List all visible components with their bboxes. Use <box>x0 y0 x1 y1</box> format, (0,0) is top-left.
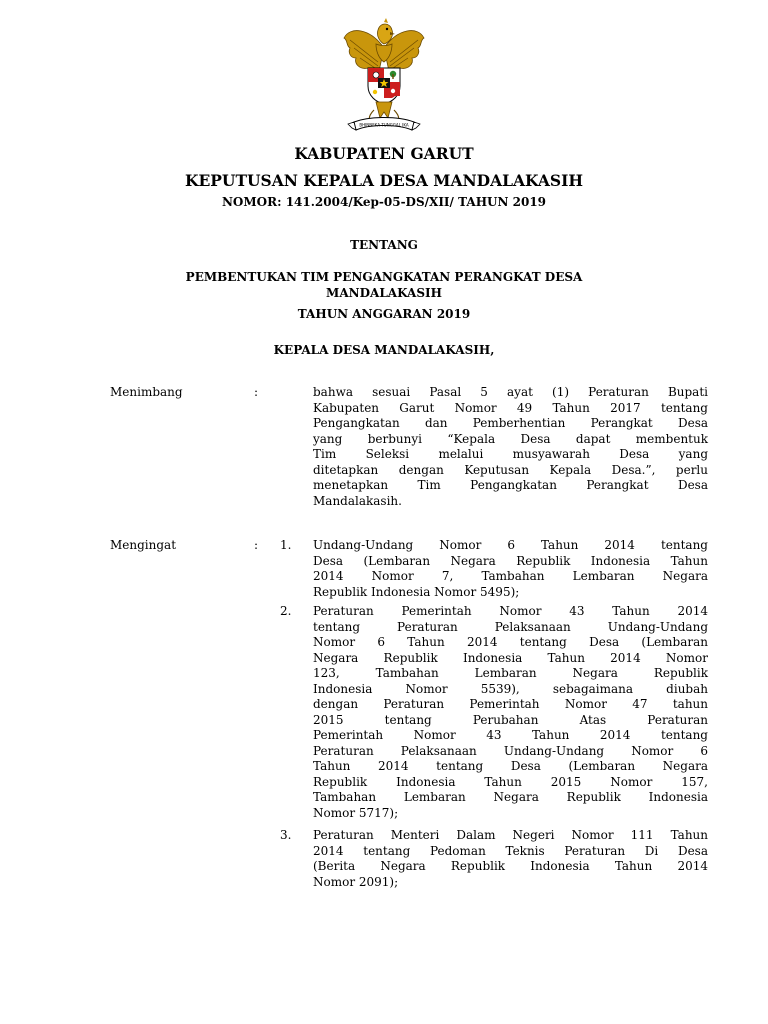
text-line: tentang Peraturan Pelaksanaan Undang-Undang <box>313 619 708 634</box>
text-line: Tambahan Lembaran Negara Republik Indonesia <box>313 790 708 804</box>
text-line: Nomor 6 Tahun 2014 tentang Desa (Lembaran <box>313 635 708 649</box>
text-line: Kabupaten Garut Nomor 49 Tahun 2017 tentang <box>313 400 708 415</box>
subject-line-2: MANDALAKASIH <box>326 286 442 300</box>
text-line: Republik Indonesia Tahun 2015 Nomor 157, <box>313 774 708 789</box>
text-line: Pengangkatan dan Pemberhentian Perangkat Desa <box>313 416 708 430</box>
text-line: Republik Indonesia Nomor 5495); <box>313 584 520 599</box>
recalling-item-2 <box>313 604 708 821</box>
item-number: 1. <box>280 538 292 552</box>
text-line: ditetapkan dengan Keputusan Kepala Desa.”, perlu <box>313 462 708 477</box>
text-line: Desa (Lembaran Negara Republik Indonesia Tahun <box>313 553 708 568</box>
decree-title: KEPUTUSAN KEPALA DESA MANDALAKASIH <box>184 171 584 190</box>
recalling-item-1 <box>313 538 708 600</box>
text-line: menetapkan Tim Pengangkatan Perangkat Desa <box>313 478 708 492</box>
text-line: Nomor 5717); <box>313 805 399 820</box>
emblem-motto: BHINNEKA TUNGGAL IKA <box>359 122 409 128</box>
recalling-item-3 <box>313 828 708 890</box>
text-line: Undang-Undang Nomor 6 Tahun 2014 tentang <box>313 538 708 552</box>
text-line: Pemerintah Nomor 43 Tahun 2014 tentang <box>313 728 708 742</box>
text-line: Mandalakasih. <box>313 493 402 508</box>
text-line: (Berita Negara Republik Indonesia Tahun 2014 <box>313 859 708 873</box>
regency-title: KABUPATEN GARUT <box>294 144 474 163</box>
garuda-pancasila-emblem <box>340 18 428 136</box>
text-line: Tahun 2014 tentang Desa (Lembaran Negara <box>313 759 708 773</box>
text-line: yang berbunyi “Kepala Desa dapat membentuk <box>313 431 708 446</box>
item-number: 2. <box>280 604 292 618</box>
about-heading: TENTANG <box>350 238 418 252</box>
text-line: Nomor 2091); <box>313 874 399 889</box>
text-line: Tim Seleksi melalui musyawarah Desa yang <box>313 447 708 461</box>
text-line: Peraturan Pelaksanaan Undang-Undang Nomor 6 <box>313 743 708 758</box>
text-line: 2014 tentang Pedoman Teknis Peraturan Di Desa <box>313 843 708 858</box>
recalling-colon: : <box>254 538 259 552</box>
text-line: 123, Tambahan Lembaran Negara Republik <box>313 666 708 680</box>
text-line: 2015 tentang Perubahan Atas Peraturan <box>313 712 708 727</box>
text-line: Negara Republik Indonesia Tahun 2014 Nomor <box>313 650 708 665</box>
fiscal-year: TAHUN ANGGARAN 2019 <box>297 307 471 321</box>
text-line: Indonesia Nomor 5539), sebagaimana diubah <box>313 681 708 696</box>
text-line: Peraturan Menteri Dalam Negeri Nomor 111 Tahun <box>313 828 708 842</box>
subject-line-1: PEMBENTUKAN TIM PENGANGKATAN PERANGKAT DESA <box>185 270 583 284</box>
text-line: 2014 Nomor 7, Tambahan Lembaran Negara <box>313 569 708 583</box>
recalling-label: Mengingat <box>110 538 177 552</box>
decree-number: NOMOR: 141.2004/Kep-05-DS/XII/ TAHUN 2019 <box>221 195 547 209</box>
considering-label: Menimbang <box>110 385 183 399</box>
text-line: dengan Peraturan Pemerintah Nomor 47 tahun <box>313 697 708 711</box>
text-line: Peraturan Pemerintah Nomor 43 Tahun 2014 <box>313 604 708 618</box>
item-number: 3. <box>280 828 292 842</box>
considering-colon: : <box>254 385 259 399</box>
village-head-heading: KEPALA DESA MANDALAKASIH, <box>273 343 495 357</box>
text-line: bahwa sesuai Pasal 5 ayat (1) Peraturan Bupati <box>313 385 708 399</box>
considering-text <box>313 385 708 509</box>
